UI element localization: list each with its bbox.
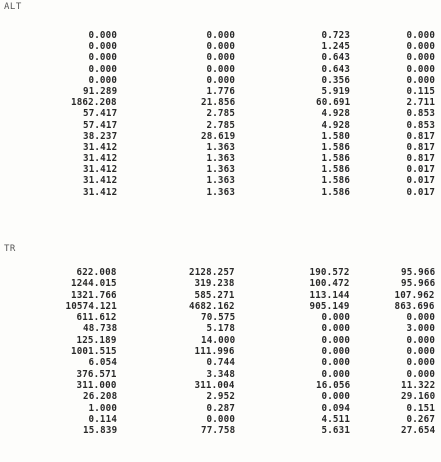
section-header-tr: TR	[4, 244, 16, 254]
table-cell: 1.363	[206, 164, 235, 176]
table-cell: 1.580	[321, 130, 350, 142]
table-cell: 0.817	[406, 130, 435, 142]
table-cell: 0.000	[406, 30, 435, 41]
table-row	[0, 346, 441, 357]
table-cell: 0.000	[321, 323, 350, 335]
table-cell: 0.000	[406, 357, 435, 369]
table-cell: 1.363	[206, 141, 235, 153]
table-cell: 4.511	[321, 413, 350, 425]
table-row	[0, 64, 441, 75]
table-cell: 0.000	[88, 52, 117, 64]
table-cell: 1.586	[321, 153, 350, 165]
table-row	[0, 120, 441, 131]
table-cell: 0.267	[406, 413, 435, 425]
table-cell: 0.723	[321, 30, 350, 41]
table-row	[0, 278, 441, 289]
table-row	[0, 357, 441, 368]
table-cell: 376.571	[76, 368, 117, 380]
table-cell: 29.160	[400, 391, 435, 403]
table-cell: 0.000	[321, 391, 350, 403]
table-cell: 1.586	[321, 164, 350, 176]
table-cell: 2.785	[206, 119, 235, 131]
table-cell: 10574.121	[65, 300, 117, 312]
table-cell: 31.412	[82, 141, 117, 153]
table-row	[0, 175, 441, 186]
table-cell: 0.000	[206, 41, 235, 53]
table-row	[0, 335, 441, 346]
table-row	[0, 369, 441, 380]
table-cell: 2.711	[406, 97, 435, 109]
table-cell: 38.237	[82, 130, 117, 142]
table-cell: 0.000	[406, 346, 435, 358]
table-cell: 31.412	[82, 175, 117, 187]
table-row	[0, 75, 441, 86]
table-cell: 100.472	[309, 278, 350, 290]
table-cell: 1.363	[206, 153, 235, 165]
table-cell: 95.966	[400, 278, 435, 290]
table-cell: 0.000	[406, 63, 435, 75]
table-cell: 95.966	[400, 267, 435, 278]
table-cell: 91.289	[82, 85, 117, 97]
table-cell: 31.412	[82, 153, 117, 165]
table-cell: 5.919	[321, 85, 350, 97]
table-cell: 27.654	[400, 425, 435, 437]
table-cell: 0.643	[321, 52, 350, 64]
table-cell: 0.000	[406, 52, 435, 64]
table-cell: 311.000	[76, 379, 117, 391]
table-cell: 1.776	[206, 85, 235, 97]
table-row	[0, 30, 441, 41]
table-cell: 4.928	[321, 119, 350, 131]
table-row	[0, 164, 441, 175]
table-cell: 0.000	[206, 413, 235, 425]
table-row	[0, 41, 441, 52]
table-cell: 11.322	[400, 379, 435, 391]
table-cell: 0.000	[88, 30, 117, 41]
table-cell: 585.271	[194, 289, 235, 301]
table-cell: 0.356	[321, 74, 350, 86]
table-cell: 0.017	[406, 186, 435, 198]
table-cell: 57.417	[82, 108, 117, 120]
table-cell: 26.208	[82, 391, 117, 403]
table-cell: 48.738	[82, 323, 117, 335]
table-cell: 905.149	[309, 300, 350, 312]
table-cell: 0.287	[206, 402, 235, 414]
table-row	[0, 391, 441, 402]
table-cell: 2.785	[206, 108, 235, 120]
table-cell: 1.586	[321, 175, 350, 187]
table-row	[0, 403, 441, 414]
table-cell: 4.928	[321, 108, 350, 120]
table-cell: 0.000	[321, 334, 350, 346]
table-row	[0, 97, 441, 108]
table-cell: 0.000	[206, 63, 235, 75]
table-cell: 311.004	[194, 379, 235, 391]
table-row	[0, 142, 441, 153]
table-cell: 31.412	[82, 164, 117, 176]
table-cell: 0.094	[321, 402, 350, 414]
table-row	[0, 52, 441, 63]
table-cell: 0.000	[321, 346, 350, 358]
table-row	[0, 380, 441, 391]
table-cell: 0.000	[321, 312, 350, 324]
table-cell: 0.000	[206, 52, 235, 64]
table-row	[0, 301, 441, 312]
table-cell: 1.586	[321, 186, 350, 198]
table-row	[0, 323, 441, 334]
table-cell: 2.952	[206, 391, 235, 403]
table-cell: 0.000	[206, 30, 235, 41]
table-cell: 60.691	[315, 97, 350, 109]
table-cell: 111.996	[194, 346, 235, 358]
table-cell: 0.000	[321, 357, 350, 369]
table-cell: 3.000	[406, 323, 435, 335]
table-cell: 0.151	[406, 402, 435, 414]
table-row	[0, 86, 441, 97]
table-row	[0, 267, 441, 278]
table-row	[0, 414, 441, 425]
table-cell: 15.839	[82, 425, 117, 437]
table-cell: 190.572	[309, 267, 350, 278]
table-cell: 77.758	[200, 425, 235, 437]
table-row	[0, 131, 441, 142]
table-row	[0, 312, 441, 323]
table-cell: 0.017	[406, 175, 435, 187]
table-cell: 0.000	[406, 368, 435, 380]
table-row	[0, 290, 441, 301]
table-cell: 0.817	[406, 153, 435, 165]
table-row	[0, 153, 441, 164]
table-cell: 1.363	[206, 186, 235, 198]
table-cell: 14.000	[200, 334, 235, 346]
data-table-1	[0, 30, 441, 198]
table-cell: 622.008	[76, 267, 117, 278]
table-cell: 0.853	[406, 108, 435, 120]
table-cell: 1.586	[321, 141, 350, 153]
table-cell: 1.363	[206, 175, 235, 187]
table-cell: 57.417	[82, 119, 117, 131]
table-cell: 319.238	[194, 278, 235, 290]
table-cell: 1321.766	[71, 289, 117, 301]
table-cell: 0.643	[321, 63, 350, 75]
table-row	[0, 187, 441, 198]
table-cell: 16.056	[315, 379, 350, 391]
table-cell: 0.000	[406, 74, 435, 86]
table-cell: 3.348	[206, 368, 235, 380]
table-cell: 0.853	[406, 119, 435, 131]
table-cell: 4682.162	[189, 300, 235, 312]
table-cell: 0.017	[406, 164, 435, 176]
table-cell: 0.744	[206, 357, 235, 369]
table-cell: 28.619	[200, 130, 235, 142]
table-cell: 107.962	[394, 289, 435, 301]
section-header-alt: ALT	[4, 2, 22, 12]
table-cell: 0.000	[321, 368, 350, 380]
table-cell: 0.115	[406, 85, 435, 97]
table-cell: 0.000	[406, 334, 435, 346]
table-cell: 31.412	[82, 186, 117, 198]
table-cell: 125.189	[76, 334, 117, 346]
table-cell: 1001.515	[71, 346, 117, 358]
table-cell: 0.000	[406, 312, 435, 324]
table-cell: 70.575	[200, 312, 235, 324]
table-cell: 5.631	[321, 425, 350, 437]
table-cell: 0.000	[88, 63, 117, 75]
table-cell: 1.245	[321, 41, 350, 53]
table-cell: 611.612	[76, 312, 117, 324]
table-cell: 863.696	[394, 300, 435, 312]
table-cell: 2128.257	[189, 267, 235, 278]
table-cell: 5.178	[206, 323, 235, 335]
table-cell: 0.000	[406, 41, 435, 53]
data-table-2	[0, 267, 441, 436]
table-row	[0, 425, 441, 436]
table-cell: 1862.208	[71, 97, 117, 109]
table-cell: 0.000	[88, 74, 117, 86]
table-cell: 6.054	[88, 357, 117, 369]
table-cell: 0.000	[88, 41, 117, 53]
table-cell: 113.144	[309, 289, 350, 301]
table-cell: 0.817	[406, 141, 435, 153]
table-cell: 1.000	[88, 402, 117, 414]
table-cell: 0.000	[206, 74, 235, 86]
table-cell: 21.856	[200, 97, 235, 109]
table-row	[0, 108, 441, 119]
table-cell: 0.114	[88, 413, 117, 425]
table-cell: 1244.015	[71, 278, 117, 290]
